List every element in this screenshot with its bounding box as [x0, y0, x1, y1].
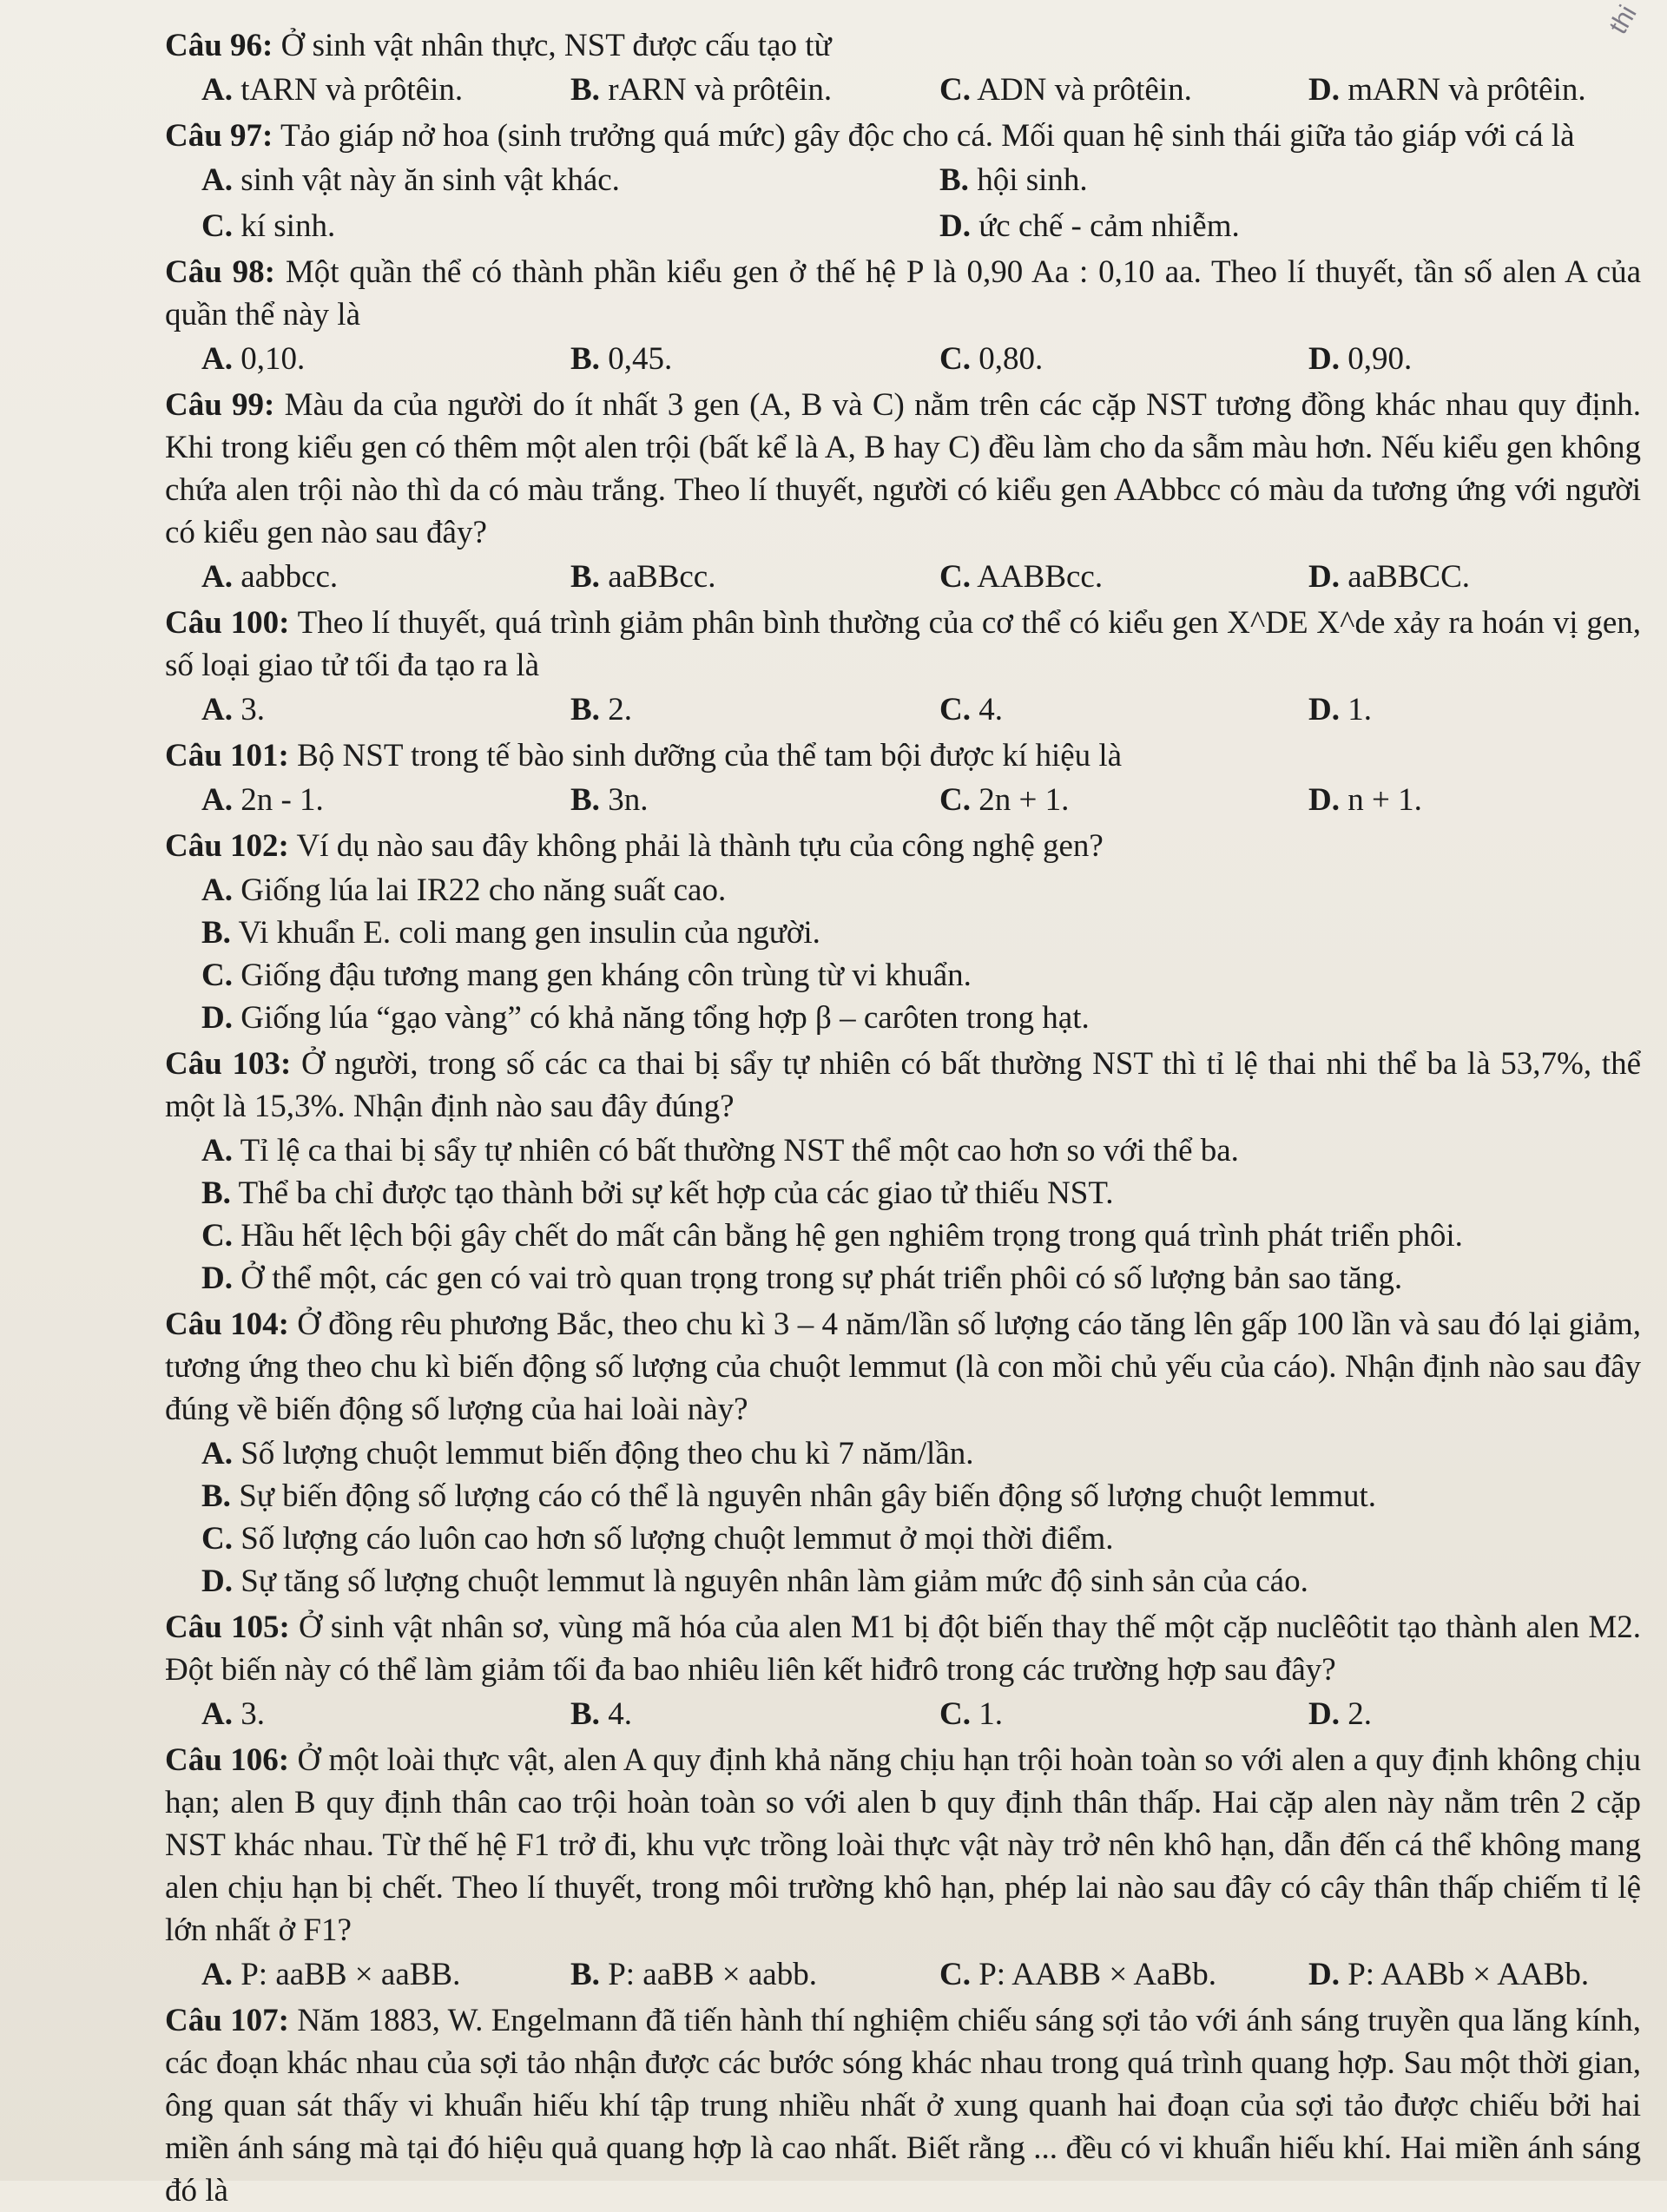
answer-option[interactable] [165, 1953, 534, 1996]
option-letter: B. [201, 915, 231, 951]
answer-option[interactable] [903, 205, 1641, 247]
options-group [165, 779, 1641, 821]
option-text: Ở thể một, các gen có vai trò quan trọng trong sự phát triển phôi có số lượng bản sao tăng. [240, 1261, 1403, 1296]
question-stem [165, 1739, 1641, 1952]
answer-option[interactable] [1272, 338, 1641, 380]
option-text: rARN và prôtêin. [608, 72, 833, 108]
question-text: Màu da của người do ít nhất 3 gen (A, B và C) nằm trên các cặp NST tương đồng khác nhau quy định. Khi trong kiểu gen có thêm một alen trội (bất kể là A, B hay C) đều làm cho da sẫm màu hơn. Nếu kiểu gen không chứa alen trội nào thì da có màu trắng. Theo lí thuyết, người có kiểu gen AAbbcc có màu da tương ứng với người có kiểu gen nào sau đây? [165, 387, 1641, 550]
option-text: 1. [1347, 692, 1372, 727]
answer-option[interactable] [165, 159, 903, 201]
answer-option[interactable] [534, 779, 903, 821]
answer-option[interactable] [1272, 556, 1641, 598]
option-text: 2n - 1. [240, 782, 324, 818]
answer-option[interactable] [903, 556, 1272, 598]
options-row [165, 205, 1641, 247]
answer-option[interactable] [165, 1215, 1641, 1257]
answer-option[interactable] [534, 1953, 903, 1996]
question-text: Bộ NST trong tế bào sinh dưỡng của thể tam bội được kí hiệu là [297, 738, 1123, 774]
question-text: Ở sinh vật nhân sơ, vùng mã hóa của alen M1 bị đột biến thay thế một cặp nuclêôtit tạo thành alen M2. Đột biến này có thể làm giảm tối đa bao nhiêu liên kết hiđrô trong các trường hợp sau đây? [165, 1610, 1642, 1688]
answer-option[interactable] [165, 1172, 1641, 1215]
option-text: 0,90. [1347, 341, 1413, 377]
option-text: hội sinh. [977, 162, 1088, 198]
question-stem [165, 1999, 1641, 2212]
answer-option[interactable] [1272, 1953, 1641, 1996]
option-letter: C. [201, 1218, 233, 1254]
question-q99 [165, 384, 1641, 598]
option-letter: B. [570, 1957, 600, 1992]
question-number: Câu 103: [165, 1046, 292, 1082]
option-letter: B. [570, 559, 600, 595]
question-number: Câu 105: [165, 1610, 290, 1645]
corner-fragment: thi [1604, 0, 1643, 39]
answer-option[interactable] [903, 69, 1272, 111]
question-stem [165, 251, 1641, 336]
question-stem [165, 1606, 1641, 1691]
option-text: sinh vật này ăn sinh vật khác. [240, 162, 620, 198]
answer-option[interactable] [903, 779, 1272, 821]
question-text: Ở đồng rêu phương Bắc, theo chu kì 3 – 4 năm/lần số lượng cáo tăng lên gấp 100 lần và sau đó lại giảm, tương ứng theo chu kì biến động số lượng của chuột lemmut (là con mồi chủ yếu của cáo). Nhận định nào sau đây đúng về biến động số lượng của hai loài này? [165, 1307, 1642, 1427]
option-text: aaBBcc. [608, 559, 716, 595]
option-letter: A. [201, 72, 233, 108]
answer-option[interactable] [903, 1953, 1272, 1996]
question-number: Câu 107: [165, 2003, 289, 2038]
question-number: Câu 101: [165, 738, 289, 774]
answer-option[interactable] [903, 159, 1641, 201]
question-number: Câu 99: [165, 387, 275, 423]
answer-option[interactable] [165, 205, 903, 247]
question-number: Câu 98: [165, 254, 275, 290]
question-number: Câu 102: [165, 828, 289, 864]
option-text: Sự biến động số lượng cáo có thể là nguyên nhân gây biến động số lượng chuột lemmut. [239, 1478, 1377, 1514]
question-stem [165, 734, 1641, 777]
question-stem [165, 602, 1641, 687]
options-group [165, 869, 1641, 1039]
question-q101 [165, 734, 1641, 821]
option-letter: A. [201, 1696, 233, 1732]
question-stem [165, 1043, 1641, 1128]
option-letter: B. [570, 72, 600, 108]
option-text: Giống lúa lai IR22 cho năng suất cao. [240, 872, 727, 908]
question-text: Một quần thể có thành phần kiểu gen ở thế hệ P là 0,90 Aa : 0,10 aa. Theo lí thuyết, tần số alen A của quần thể này là [165, 254, 1642, 332]
option-letter: C. [201, 208, 233, 244]
option-letter: D. [201, 1564, 233, 1599]
option-letter: B. [201, 1478, 231, 1514]
option-letter: B. [570, 782, 600, 818]
option-text: kí sinh. [240, 208, 336, 244]
answer-option[interactable] [165, 779, 534, 821]
option-letter: A. [201, 1957, 233, 1992]
options-group [165, 688, 1641, 731]
option-text: Vi khuẩn E. coli mang gen insulin của người. [238, 915, 820, 951]
question-number: Câu 97: [165, 118, 273, 154]
option-letter: B. [201, 1175, 231, 1211]
answer-option[interactable] [1272, 69, 1641, 111]
answer-option[interactable] [165, 1560, 1641, 1603]
option-letter: C. [201, 958, 233, 993]
option-letter: B. [570, 692, 600, 727]
option-text: tARN và prôtêin. [240, 72, 464, 108]
question-stem [165, 24, 1641, 67]
option-letter: D. [1308, 559, 1340, 595]
question-q107 [165, 1999, 1641, 2212]
options-row [165, 159, 1641, 201]
answer-option[interactable] [165, 954, 1641, 997]
question-number: Câu 104: [165, 1307, 289, 1342]
option-letter: A. [201, 692, 233, 727]
option-text: 1. [978, 1696, 1003, 1732]
option-letter: A. [201, 1436, 233, 1471]
option-letter: A. [201, 1133, 233, 1169]
answer-option[interactable] [165, 869, 1641, 912]
option-text: ADN và prôtêin. [977, 72, 1192, 108]
option-text: aaBBCC. [1347, 559, 1471, 595]
option-letter: B. [939, 162, 969, 198]
question-stem [165, 1303, 1641, 1431]
option-letter: D. [201, 1261, 233, 1296]
option-text: 2. [608, 692, 632, 727]
answer-option[interactable] [1272, 1693, 1641, 1735]
answer-option[interactable] [534, 338, 903, 380]
question-q103 [165, 1043, 1641, 1300]
answer-option[interactable] [1272, 779, 1641, 821]
option-text: Giống đậu tương mang gen kháng côn trùng từ vi khuẩn. [240, 958, 972, 993]
question-number: Câu 96: [165, 28, 273, 63]
question-q105 [165, 1606, 1641, 1735]
answer-option[interactable] [165, 1432, 1641, 1475]
option-letter: D. [1308, 692, 1340, 727]
options-group [165, 1432, 1641, 1603]
answer-option[interactable] [165, 1475, 1641, 1517]
answer-option[interactable] [165, 556, 534, 598]
option-letter: A. [201, 872, 233, 908]
answer-option[interactable] [165, 338, 534, 380]
options-group [165, 1129, 1641, 1300]
answer-option[interactable] [165, 1693, 534, 1735]
answer-option[interactable] [903, 688, 1272, 731]
option-letter: D. [1308, 341, 1340, 377]
option-letter: C. [939, 341, 971, 377]
question-q97 [165, 115, 1641, 247]
options-group [165, 1953, 1641, 1996]
question-stem [165, 384, 1641, 554]
option-text: n + 1. [1347, 782, 1422, 818]
answer-option[interactable] [165, 1517, 1641, 1560]
answer-option[interactable] [165, 69, 534, 111]
option-text: 0,45. [608, 341, 673, 377]
question-text: Ở sinh vật nhân thực, NST được cấu tạo từ [280, 28, 832, 63]
option-text: 2. [1347, 1696, 1372, 1732]
option-text: Thể ba chỉ được tạo thành bởi sự kết hợp của các giao tử thiếu NST. [238, 1175, 1114, 1211]
option-letter: C. [201, 1521, 233, 1557]
option-letter: B. [570, 341, 600, 377]
option-text: aabbcc. [240, 559, 339, 595]
option-text: AABBcc. [977, 559, 1104, 595]
answer-option[interactable] [165, 688, 534, 731]
question-q96 [165, 24, 1641, 111]
option-text: 3n. [608, 782, 649, 818]
option-letter: D. [939, 208, 971, 244]
option-text: 3. [240, 692, 265, 727]
option-text: Sự tăng số lượng chuột lemmut là nguyên nhân làm giảm mức độ sinh sản của cáo. [240, 1564, 1308, 1599]
option-text: 0,80. [978, 341, 1044, 377]
option-text: 0,10. [240, 341, 306, 377]
question-text: Tảo giáp nở hoa (sinh trưởng quá mức) gây độc cho cá. Mối quan hệ sinh thái giữa tảo giáp với cá là [280, 118, 1575, 154]
option-letter: A. [201, 162, 233, 198]
option-letter: A. [201, 559, 233, 595]
answer-option[interactable] [1272, 688, 1641, 731]
answer-option[interactable] [534, 688, 903, 731]
question-list [165, 24, 1641, 2212]
answer-option[interactable] [903, 338, 1272, 380]
question-q98 [165, 251, 1641, 380]
options-group [165, 338, 1641, 380]
answer-option[interactable] [534, 1693, 903, 1735]
question-text: Ví dụ nào sau đây không phải là thành tựu của công nghệ gen? [296, 828, 1104, 864]
answer-option[interactable] [165, 1129, 1641, 1172]
question-number: Câu 100: [165, 605, 290, 641]
option-letter: D. [1308, 782, 1340, 818]
option-text: Hầu hết lệch bội gây chết do mất cân bằng hệ gen nghiêm trọng trong quá trình phát triển phôi. [240, 1218, 1463, 1254]
answer-option[interactable] [534, 69, 903, 111]
options-group [165, 1693, 1641, 1735]
option-letter: D. [1308, 1696, 1340, 1732]
question-q102 [165, 825, 1641, 1039]
answer-option[interactable] [903, 1693, 1272, 1735]
option-text: Số lượng chuột lemmut biến động theo chu kì 7 năm/lần. [240, 1436, 974, 1471]
option-text: 4. [978, 692, 1003, 727]
question-text: Ở người, trong số các ca thai bị sẩy tự nhiên có bất thường NST thì tỉ lệ thai nhi thể ba là 53,7%, thể một là 15,3%. Nhận định nào sau đây đúng? [165, 1046, 1641, 1124]
question-number: Câu 106: [165, 1742, 290, 1778]
question-stem [165, 825, 1641, 867]
option-text: P: AABB × AaBb. [978, 1957, 1216, 1992]
option-letter: C. [939, 782, 971, 818]
answer-option[interactable] [165, 912, 1641, 954]
question-stem [165, 115, 1641, 157]
option-text: P: aaBB × aabb. [608, 1957, 817, 1992]
option-letter: C. [939, 692, 971, 727]
question-q104 [165, 1303, 1641, 1603]
option-letter: D. [1308, 1957, 1340, 1992]
option-text: 3. [240, 1696, 265, 1732]
option-letter: C. [939, 72, 971, 108]
option-text: Số lượng cáo luôn cao hơn số lượng chuột lemmut ở mọi thời điểm. [240, 1521, 1114, 1557]
option-text: P: aaBB × aaBB. [240, 1957, 461, 1992]
option-letter: A. [201, 341, 233, 377]
answer-option[interactable] [165, 1257, 1641, 1300]
option-letter: D. [201, 1000, 233, 1036]
option-text: 2n + 1. [978, 782, 1070, 818]
options-group [165, 556, 1641, 598]
option-letter: C. [939, 1957, 971, 1992]
question-text: Theo lí thuyết, quá trình giảm phân bình thường của cơ thể có kiểu gen X^DE X^de xảy ra hoán vị gen, số loại giao tử tối đa tạo ra là [165, 605, 1641, 683]
question-text: Ở một loài thực vật, alen A quy định khả năng chịu hạn trội hoàn toàn so với alen a quy định không chịu hạn; alen B quy định thân cao trội hoàn toàn so với alen b quy định thân thấp. Hai cặp alen này nằm trên 2 cặp NST khác nhau. Từ thế hệ F1 trở đi, khu vực trồng loài thực vật này trở nên khô hạn, dẫn đến cá thể không mang alen chịu hạn bị chết. Theo lí thuyết, trong môi trường khô hạn, phép lai nào sau đây có cây thân thấp chiếm tỉ lệ lớn nhất ở F1? [165, 1742, 1641, 1948]
option-text: 4. [608, 1696, 632, 1732]
option-letter: C. [939, 559, 971, 595]
option-letter: A. [201, 782, 233, 818]
question-q100 [165, 602, 1641, 731]
option-text: mARN và prôtêin. [1347, 72, 1586, 108]
options-group [165, 69, 1641, 111]
option-letter: B. [570, 1696, 600, 1732]
question-text: Năm 1883, W. Engelmann đã tiến hành thí nghiệm chiếu sáng sợi tảo với ánh sáng truyền qua lăng kính, các đoạn khác nhau của sợi tảo nhận được các bước sóng khác nhau trong quá trình quang hợp. Sau một thời gian, ông quan sát thấy vi khuẩn hiếu khí tập trung nhiều nhất ở xung quanh hai đoạn của sợi tảo được chiếu bởi hai miền ánh sáng mà tại đó hiệu quả quang hợp là cao nhất. Biết rằng ... đều có vi khuẩn hiếu khí. Hai miền ánh sáng đó là [165, 2003, 1641, 2209]
option-letter: D. [1308, 72, 1340, 108]
option-text: Giống lúa “gạo vàng” có khả năng tổng hợp β – carôten trong hạt. [240, 1000, 1090, 1036]
answer-option[interactable] [534, 556, 903, 598]
option-letter: C. [939, 1696, 971, 1732]
option-text: Tỉ lệ ca thai bị sẩy tự nhiên có bất thường NST thể một cao hơn so với thể ba. [240, 1133, 1239, 1169]
answer-option[interactable] [165, 997, 1641, 1039]
question-q106 [165, 1739, 1641, 1996]
option-text: P: AABb × AABb. [1347, 1957, 1590, 1992]
option-text: ức chế - cảm nhiễm. [978, 208, 1240, 244]
